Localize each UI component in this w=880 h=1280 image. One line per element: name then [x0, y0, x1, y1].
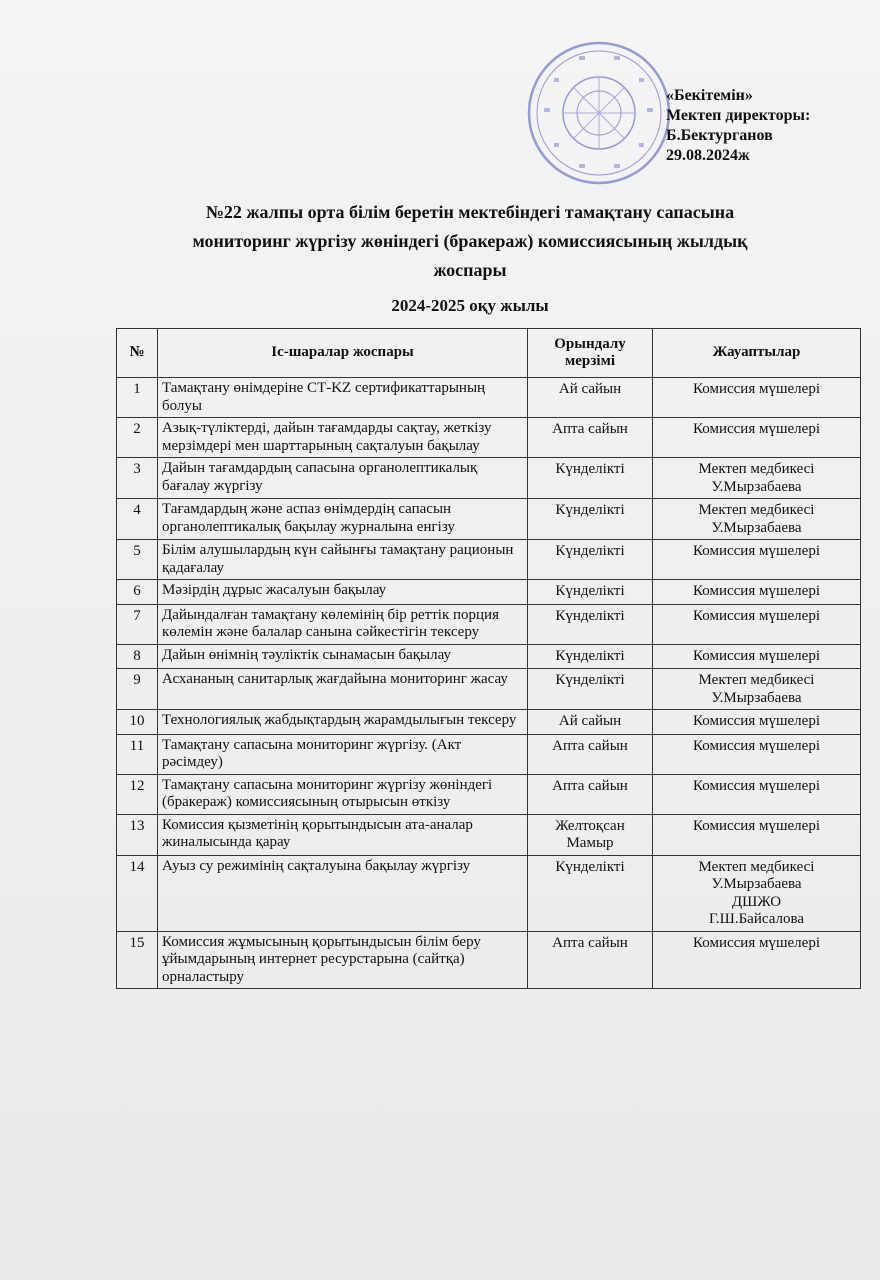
row-responsible [653, 540, 861, 580]
table-row [117, 499, 861, 540]
row-responsible [653, 734, 861, 774]
table-row [117, 734, 861, 774]
responsible-line: Комиссия мүшелері [693, 647, 820, 664]
period-line: Апта сайын [552, 421, 628, 437]
approval-heading: «Бекітемін» [666, 87, 753, 104]
row-number: 8 [117, 644, 158, 669]
period-line: Күнделікті [555, 858, 625, 875]
row-activity: Дайындалған тамақтану көлемінің бір реттік порция көлемін және балалар санына сәйкестігін тексеру [158, 604, 528, 644]
header-responsible: Жауаптылар [653, 329, 861, 378]
row-responsible [653, 418, 861, 458]
row-responsible [653, 855, 861, 931]
row-number: 13 [117, 814, 158, 855]
responsible-line: Комиссия мүшелері [693, 583, 820, 599]
row-activity: Комиссия жұмысының қорытындысын білім беру ұйымдарының интернет ресурстарына (сайтқа) орналастыру [158, 931, 528, 989]
approval-block [666, 86, 810, 166]
row-period [528, 540, 653, 580]
table-row [117, 855, 861, 931]
header-period: Орындалу мерзімі [528, 329, 653, 378]
table-row [117, 644, 861, 669]
table-row [117, 931, 861, 989]
row-activity: Тамақтану өнімдеріне СТ-KZ сертификаттарының болуы [158, 378, 528, 418]
responsible-line: Комиссия мүшелері [693, 381, 820, 397]
document-title [120, 198, 820, 285]
row-responsible [653, 669, 861, 710]
header-number: № [117, 329, 158, 378]
row-period [528, 855, 653, 931]
row-period [528, 644, 653, 669]
row-activity: Тамақтану сапасына мониторинг жүргізу. (Акт рәсімдеу) [158, 734, 528, 774]
table-row [117, 418, 861, 458]
row-period [528, 499, 653, 540]
row-activity: Ауыз су режимінің сақталуына бақылау жүргізу [158, 855, 528, 931]
approval-date: 29.08.2024ж [666, 147, 750, 164]
table-row [117, 458, 861, 499]
row-responsible [653, 604, 861, 644]
responsible-line: ДШЖО [731, 893, 782, 910]
table-row [117, 774, 861, 814]
responsible-line: Комиссия мүшелері [693, 934, 820, 951]
row-number: 5 [117, 540, 158, 580]
row-number: 10 [117, 710, 158, 735]
row-period [528, 774, 653, 814]
table-header-row [117, 329, 861, 378]
row-responsible [653, 378, 861, 418]
row-period [528, 710, 653, 735]
responsible-line: Мектеп медбикесі [698, 858, 815, 875]
approval-name: Б.Бектурганов [666, 127, 773, 144]
period-line: Күнделікті [555, 607, 625, 624]
responsible-line: Г.Ш.Байсалова [708, 911, 805, 927]
period-line: Апта сайын [552, 737, 628, 754]
period-line: Ай сайын [558, 713, 622, 729]
period-line: Апта сайын [552, 934, 628, 951]
row-responsible [653, 499, 861, 540]
header-activity: Іс-шаралар жоспары [158, 329, 528, 378]
responsible-line: Мектеп медбикесі [698, 672, 815, 688]
responsible-line: Комиссия мүшелері [693, 607, 820, 624]
period-line: Күнделікті [555, 647, 625, 664]
plan-table [116, 328, 861, 989]
row-activity: Дайын өнімнің тәуліктік сынамасын бақылау [158, 644, 528, 669]
row-period [528, 418, 653, 458]
row-number: 6 [117, 580, 158, 605]
responsible-line: У.Мырзабаева [711, 519, 802, 536]
row-activity: Білім алушылардың күн сайынғы тамақтану рационын қадағалау [158, 540, 528, 580]
period-line: Күнделікті [555, 672, 625, 688]
row-responsible [653, 814, 861, 855]
row-activity: Технологиялық жабдықтардың жарамдылығын тексеру [158, 710, 528, 735]
responsible-line: У.Мырзабаева [711, 478, 802, 495]
responsible-line: У.Мырзабаева [711, 689, 802, 706]
row-period [528, 458, 653, 499]
responsible-line: Комиссия мүшелері [693, 713, 820, 729]
responsible-line: У.Мырзабаева [711, 876, 802, 892]
period-line: Күнделікті [555, 502, 625, 518]
table-row [117, 814, 861, 855]
row-activity: Тамақтану сапасына мониторинг жүргізу жөніндегі (бракераж) комиссиясының отырысын өткізу [158, 774, 528, 814]
official-seal-stamp [524, 38, 674, 188]
row-number: 12 [117, 774, 158, 814]
row-responsible [653, 458, 861, 499]
period-line: Желтоқсан [555, 817, 625, 834]
table-row [117, 710, 861, 735]
period-line: Күнделікті [555, 583, 625, 599]
title-line: №22 жалпы орта білім беретін мектебіндегі тамақтану сапасына [205, 202, 735, 222]
responsible-line: Комиссия мүшелері [693, 543, 820, 559]
title-line: мониторинг жүргізу жөніндегі (бракераж) комиссиясының жылдық [192, 231, 748, 251]
table-row [117, 580, 861, 605]
row-responsible [653, 644, 861, 669]
academic-year: 2024-2025 оқу жылы [391, 296, 549, 315]
table-row [117, 669, 861, 710]
row-number: 7 [117, 604, 158, 644]
approval-position: Мектеп директоры: [666, 107, 811, 124]
row-responsible [653, 931, 861, 989]
row-period [528, 580, 653, 605]
row-activity: Тағамдардың және аспаз өнімдердің сапасын органолептикалық бақылау журналына енгізу [158, 499, 528, 540]
row-period [528, 669, 653, 710]
row-activity: Азық-түліктерді, дайын тағамдарды сақтау, жеткізу мерзімдері мен шарттарының сақталуын бақылау [158, 418, 528, 458]
row-period [528, 604, 653, 644]
row-activity: Асхананың санитарлық жағдайына мониторинг жасау [158, 669, 528, 710]
row-period [528, 378, 653, 418]
responsible-line: Комиссия мүшелері [693, 737, 820, 754]
row-number: 3 [117, 458, 158, 499]
row-number: 4 [117, 499, 158, 540]
row-activity: Мәзірдің дұрыс жасалуын бақылау [158, 580, 528, 605]
table-row [117, 378, 861, 418]
row-number: 9 [117, 669, 158, 710]
title-line: жоспары [433, 260, 507, 280]
row-period [528, 814, 653, 855]
row-number: 14 [117, 855, 158, 931]
period-line: Ай сайын [558, 381, 622, 397]
responsible-line: Мектеп медбикесі [698, 461, 815, 477]
row-period [528, 931, 653, 989]
row-number: 11 [117, 734, 158, 774]
row-number: 15 [117, 931, 158, 989]
responsible-line: Комиссия мүшелері [693, 421, 820, 437]
row-number: 2 [117, 418, 158, 458]
period-line: Апта сайын [552, 777, 628, 794]
period-line: Күнделікті [555, 543, 625, 559]
row-number: 1 [117, 378, 158, 418]
row-activity: Комиссия қызметінің қорытындысын ата-аналар жиналысында қарау [158, 814, 528, 855]
period-line: Мамыр [566, 835, 614, 851]
row-activity: Дайын тағамдардың сапасына органолептикалық бағалау жүргізу [158, 458, 528, 499]
table-row [117, 604, 861, 644]
row-responsible [653, 774, 861, 814]
row-responsible [653, 580, 861, 605]
table-row [117, 540, 861, 580]
responsible-line: Комиссия мүшелері [693, 777, 820, 794]
row-responsible [653, 710, 861, 735]
responsible-line: Комиссия мүшелері [693, 817, 820, 834]
period-line: Күнделікті [555, 461, 625, 477]
responsible-line: Мектеп медбикесі [698, 502, 815, 518]
row-period [528, 734, 653, 774]
